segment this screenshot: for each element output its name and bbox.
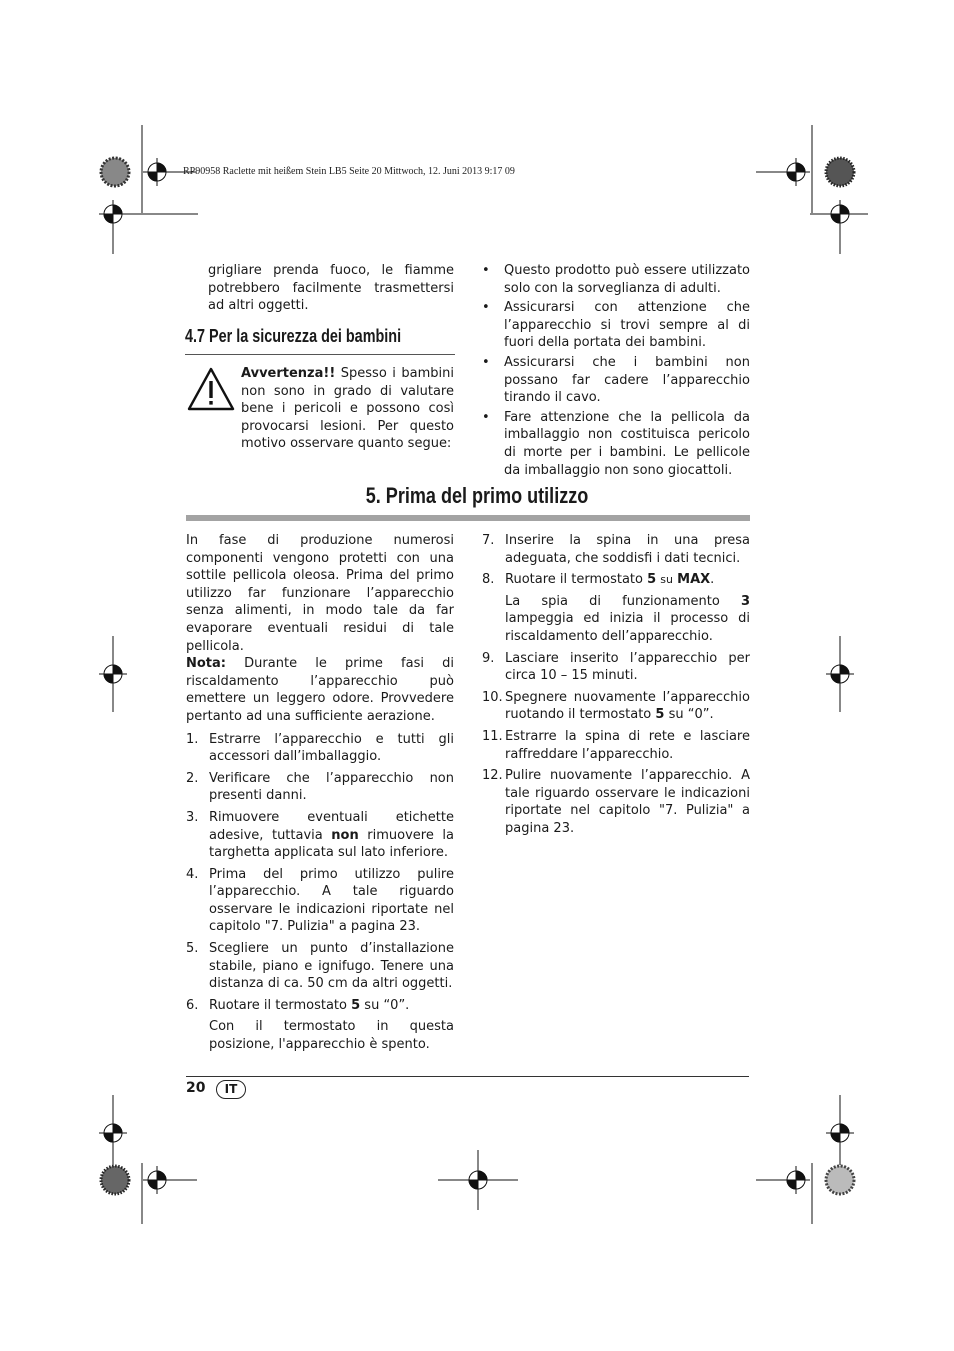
step-text: Estrarre la spina di rete e lasciare raffreddare l’apparecchio. — [505, 728, 750, 762]
step-number: 10. — [482, 689, 503, 705]
note-paragraph — [186, 655, 454, 725]
language-badge: IT — [216, 1080, 246, 1099]
step-emphasis: 5 — [647, 572, 657, 588]
step-text: lampeggia ed inizia il processo di riscaldamento dell’apparecchio. — [505, 611, 750, 644]
step-text: Ruotare il termostato — [209, 997, 347, 1013]
step-item — [186, 997, 454, 1015]
section-divider — [185, 354, 455, 355]
warning-text: Spesso i bambini non sono in grado di valutare bene i pericoli e possono così provocarsi lesioni. Per questo motivo osservare quanto segue: — [241, 366, 454, 452]
step-item — [186, 866, 454, 936]
page-number: 20 — [186, 1080, 206, 1096]
child-safety-list — [482, 262, 750, 481]
step-emphasis: MAX — [677, 572, 711, 588]
step-text: La spia di funzionamento — [505, 593, 720, 609]
note-label: Nota: — [186, 656, 226, 672]
step-item — [482, 650, 750, 685]
step-text: su “0”. — [364, 997, 410, 1013]
step-item — [482, 532, 750, 567]
list-item: • Questo prodotto può essere utilizzato solo con la sorveglianza di adulti. — [482, 262, 750, 297]
warning-block — [241, 365, 454, 453]
list-item: • Assicurarsi con attenzione che l’apparecchio si trovi sempre al di fuori della portata dei bambini. — [482, 299, 750, 352]
step-number: 6. — [186, 997, 199, 1013]
step-item — [186, 809, 454, 862]
step-text: su — [660, 573, 673, 587]
footer-divider — [186, 1076, 749, 1077]
step-emphasis: 5 — [655, 707, 665, 723]
step-text: Verificare che l’apparecchio non presenti danni. — [209, 770, 454, 804]
step-text: Ruotare il termostato — [505, 572, 643, 588]
print-header: RP90958 Raclette mit heißem Stein LB5 Seite 20 Mittwoch, 12. Juni 2013 9:17 09 — [183, 166, 515, 177]
step-number: 2. — [186, 770, 199, 786]
section-heading: 4.7 Per la sicurezza dei bambini — [185, 326, 402, 346]
step-text: Rimuovere eventuali etichette adesive, tuttavia — [209, 809, 454, 843]
step-text: Pulire nuovamente l’apparecchio. A tale riguardo osservare le indicazioni riportate nel capitolo "7. Pulizia" a pagina 23. — [505, 768, 750, 836]
step-number: 8. — [482, 572, 495, 588]
list-item: • Assicurarsi che i bambini non possano far cadere l’apparecchio tirando il cavo. — [482, 354, 750, 407]
step-text: Inserire la spina in una presa adeguata, che soddisfi i dati tecnici. — [505, 533, 750, 566]
step-text: Spegnere nuovamente l’apparecchio ruotando il termostato — [505, 689, 750, 723]
chapter-heading: 5. Prima del primo utilizzo — [365, 483, 589, 508]
note-text: Durante le prime fasi di riscaldamento l’apparecchio può emettere un leggero odore. Provvedere pertanto ad una sufficiente aerazione. — [186, 656, 454, 724]
step-emphasis: 5 — [351, 997, 361, 1013]
chapter-right-column — [482, 532, 750, 842]
step-number: 3. — [186, 809, 199, 825]
step-item — [482, 571, 750, 589]
warning-triangle-icon — [186, 366, 236, 412]
step-item — [482, 728, 750, 763]
step-text: Scegliere un punto d’installazione stabile, piano e ignifugo. Tenere una distanza di ca. 50 cm da altri oggetti. — [209, 941, 454, 992]
chapter-divider — [186, 515, 750, 521]
continuation-text: grigliare prenda fuoco, le fiamme potrebbero facilmente trasmettersi ad altri oggetti. — [208, 263, 454, 314]
warning-label: Avvertenza!! — [241, 366, 336, 381]
step-note: Con il termostato in questa posizione, l'apparecchio è spento. — [209, 1019, 454, 1053]
step-item — [186, 940, 454, 993]
step-number: 9. — [482, 650, 495, 666]
step-item — [482, 689, 750, 724]
step-item — [482, 767, 750, 837]
list-item: • Fare attenzione che la pellicola da imballaggio non costituisca pericolo di morte per i bambini. Le pellicole da imballaggio non sono giocattoli. — [482, 409, 750, 479]
step-number: 7. — [482, 533, 495, 548]
intro-paragraph: In fase di produzione numerosi componenti vengono protetti con una sottile pellicola oleosa. Prima del primo utilizzo far funzionare l’apparecchio senza alimenti, in modo tale da far evaporare eventuali residui di tale pellicola. — [186, 533, 454, 654]
step-text: rimuovere la targhetta applicata sul lato inferiore. — [209, 827, 454, 861]
step-text: Prima del primo utilizzo pulire l’apparecchio. A tale riguardo osservare le indicazioni riportate nel capitolo "7. Pulizia" a pagina 23. — [209, 866, 454, 935]
step-number: 4. — [186, 866, 199, 882]
step-number: 12. — [482, 768, 503, 784]
step-text: . — [710, 572, 715, 588]
step-text: Lasciare inserito l’apparecchio per circa 10 – 15 minuti. — [505, 650, 750, 684]
chapter-left-column — [186, 532, 454, 1058]
step-number: 5. — [186, 941, 199, 957]
continuation-paragraph — [208, 262, 454, 315]
step-text: su “0”. — [668, 707, 714, 723]
step-item — [186, 770, 454, 805]
step-number: 11. — [482, 728, 503, 744]
step-item — [186, 731, 454, 766]
step-emphasis: 3 — [740, 593, 750, 609]
step-number: 1. — [186, 731, 199, 747]
step-text: Estrarre l’apparecchio e tutti gli accessori dall’imballaggio. — [209, 731, 454, 765]
step-emphasis: non — [331, 827, 359, 843]
step-note — [482, 593, 750, 646]
